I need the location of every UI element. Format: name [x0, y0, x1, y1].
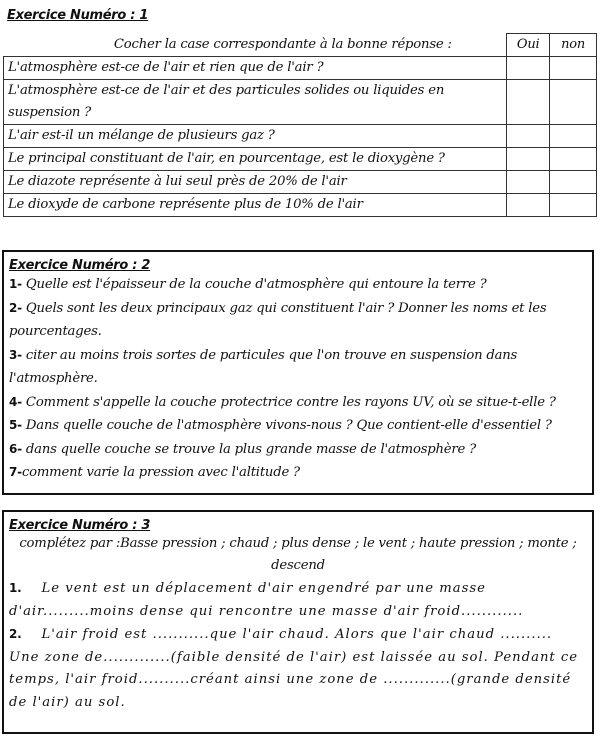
fill-in-item — [4, 623, 592, 714]
fill-in-item — [4, 577, 592, 623]
checkbox-no[interactable] — [550, 147, 597, 170]
exercise-1-table — [3, 33, 597, 217]
exercise-2-title: Exercice Numéro : 2 — [9, 258, 151, 273]
checkbox-yes[interactable] — [507, 79, 550, 124]
list-item — [9, 461, 588, 485]
exercise-3-box — [2, 510, 594, 734]
question-text: dans quelle couche se trouve la plus grande masse de l'atmosphère ? — [21, 441, 476, 457]
table-row — [4, 170, 597, 193]
question-text: Comment s'appelle la couche protectrice contre les rayons UV, où se situe-t-elle ? — [21, 394, 556, 410]
list-item — [9, 391, 588, 415]
question-text: Le diazote représente à lui seul près de 20% de l'air — [4, 170, 507, 193]
question-number: 5- — [9, 418, 22, 432]
checkbox-yes[interactable] — [507, 124, 550, 147]
exercise-1-title: Exercice Numéro : 1 — [7, 8, 149, 23]
question-text: Le principal constituant de l'air, en pourcentage, est le dioxygène ? — [4, 147, 507, 170]
column-header-yes: Oui — [507, 34, 550, 57]
checkbox-yes[interactable] — [507, 193, 550, 216]
word-bank-instruction: complétez par :Basse pression ; chaud ; plus dense ; le vent ; haute pression ; monte ; descend — [19, 536, 577, 573]
checkbox-no[interactable] — [550, 79, 597, 124]
checkbox-yes[interactable] — [507, 170, 550, 193]
item-number: 1. — [9, 581, 22, 595]
table-row — [4, 124, 597, 147]
checkbox-no[interactable] — [550, 124, 597, 147]
question-number: 2- — [9, 300, 22, 315]
list-item — [9, 344, 588, 391]
list-item — [9, 297, 588, 344]
table-header-row — [4, 34, 597, 57]
question-text: L'atmosphère est-ce de l'air et rien que de l'air ? — [4, 56, 507, 79]
instruction-text: Cocher la case correspondante à la bonne réponse : — [113, 36, 452, 52]
table-row — [4, 79, 597, 124]
checkbox-no[interactable] — [550, 193, 597, 216]
column-header-no: non — [550, 34, 597, 57]
question-text: L'air est-il un mélange de plusieurs gaz ? — [4, 124, 507, 147]
checkbox-yes[interactable] — [507, 56, 550, 79]
question-text: Quelle est l'épaisseur de la couche d'atmosphère qui entoure la terre ? — [21, 277, 487, 292]
question-number: 4- — [9, 394, 22, 409]
checkbox-yes[interactable] — [507, 147, 550, 170]
fill-in-text: L'air froid est ...........que l'air chaud. Alors que l'air chaud .......... Une zone de.............(faible densité de l'air) est laissée au sol. Pendant ce temps, l'air froid..........créant ainsi une zone de .............(grande densité de l'air) au sol. — [9, 627, 579, 710]
checkbox-no[interactable] — [550, 56, 597, 79]
question-text: Le dioxyde de carbone représente plus de 10% de l'air — [4, 193, 507, 216]
list-item — [9, 414, 588, 438]
question-number: 6- — [9, 441, 22, 456]
question-number: 7- — [9, 465, 22, 479]
table-row — [4, 56, 597, 79]
fill-in-text: Le vent est un déplacement d'air engendré par une masse d'air.........moins dense qui rencontre une masse d'air froid............ — [9, 581, 524, 619]
table-row — [4, 193, 597, 216]
question-text: Dans quelle couche de l'atmosphère vivons-nous ? Que contient-elle d'essentiel ? — [21, 418, 552, 433]
exercise-3-title: Exercice Numéro : 3 — [9, 518, 151, 533]
question-number: 1- — [9, 277, 22, 291]
exercise-2-box — [2, 250, 594, 495]
table-row — [4, 147, 597, 170]
list-item — [9, 273, 588, 297]
question-text: citer au moins trois sortes de particules que l'on trouve en suspension dans l'atmosphère. — [9, 347, 518, 386]
question-text: comment varie la pression avec l'altitude ? — [21, 465, 300, 480]
question-text: Quels sont les deux principaux gaz qui constituent l'air ? Donner les noms et les pourcentages. — [9, 300, 547, 339]
question-number: 3- — [9, 347, 22, 362]
checkbox-no[interactable] — [550, 170, 597, 193]
question-text: L'atmosphère est-ce de l'air et des particules solides ou liquides en suspension ? — [4, 79, 507, 124]
exercise-2-questions — [4, 273, 592, 485]
list-item — [9, 438, 588, 462]
item-number: 2. — [9, 627, 22, 641]
